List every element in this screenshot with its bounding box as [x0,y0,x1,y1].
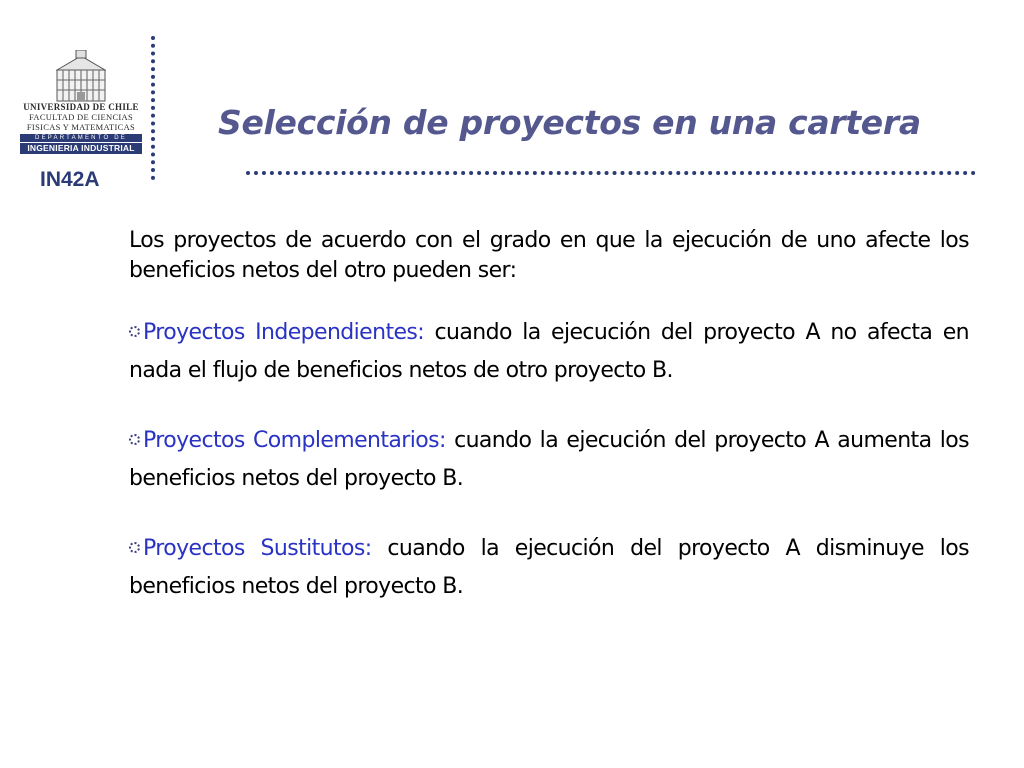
bullet-icon [129,326,140,337]
item-description: cuando la ejecución del proyecto A aumenta los beneficios netos del proyecto B. [129,428,969,491]
bullet-icon [129,434,140,445]
item-term: Proyectos Sustitutos: [143,536,372,561]
university-logo [20,50,142,154]
item-description: cuando la ejecución del proyecto A disminuye los beneficios netos del proyecto B. [129,536,969,599]
course-code: IN42A [40,168,100,191]
list-item-complementarios [129,422,969,498]
vertical-dotted-divider [151,36,155,180]
logo-department-band: DEPARTAMENTO DE [20,134,142,142]
item-term: Proyectos Independientes: [143,320,425,345]
bullet-icon [129,542,140,553]
item-term: Proyectos Complementarios: [143,428,446,453]
list-item-sustitutos [129,530,969,606]
logo-university-name: UNIVERSIDAD DE CHILE [23,102,139,112]
item-description: cuando la ejecución del proyecto A no afecta en nada el flujo de beneficios netos de otro proyecto B. [129,320,970,383]
logo-faculty-line2: FISICAS Y MATEMATICAS [26,122,136,132]
building-emblem-icon [56,50,106,102]
list-item-independientes [129,314,969,390]
slide-title: Selección de proyectos en una cartera [218,103,921,142]
intro-paragraph: Los proyectos de acuerdo con el grado en que la ejecución de uno afecte los beneficios netos del otro pueden ser: [129,228,969,283]
logo-faculty-line1: FACULTAD DE CIENCIAS [28,112,134,122]
slide-body [129,226,969,606]
title-dotted-underline [246,171,976,175]
logo-industrial-band: INGENIERIA INDUSTRIAL [20,143,142,154]
